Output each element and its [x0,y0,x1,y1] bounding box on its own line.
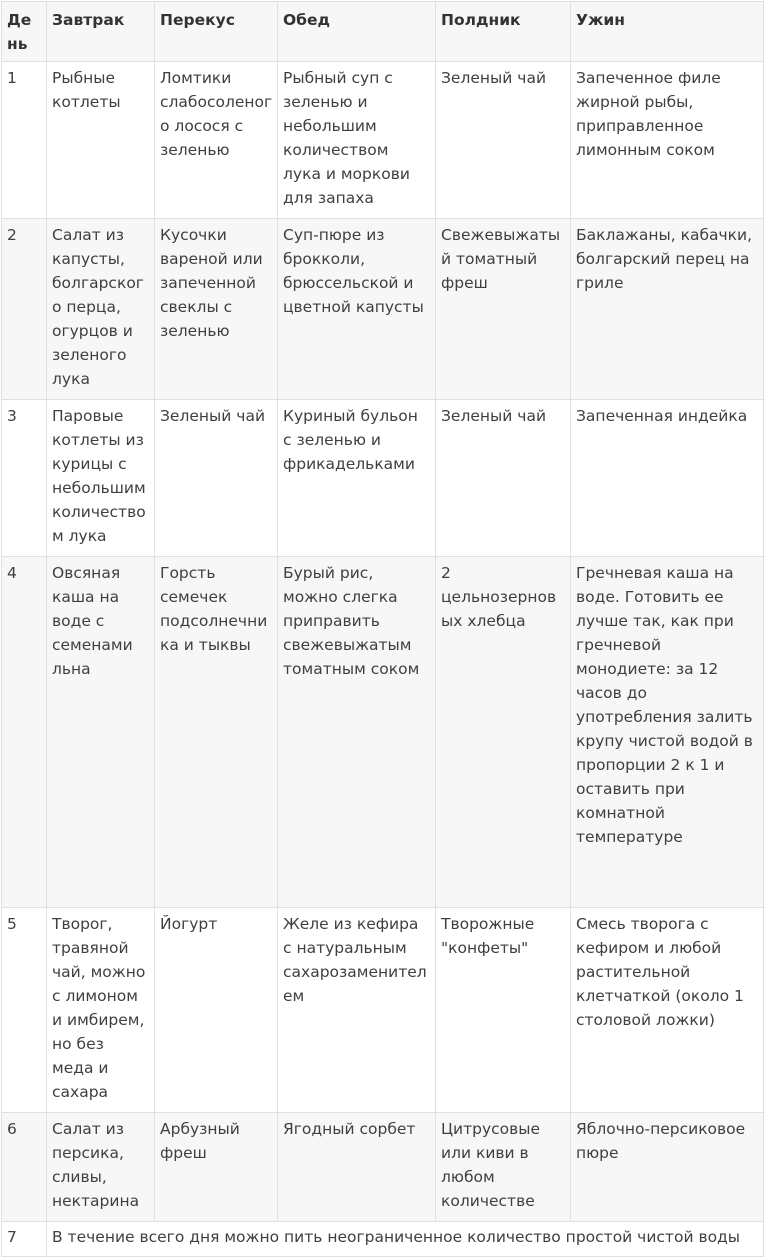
cell-snack: Кусочки вареной или запеченной свеклы с зеленью [155,219,278,400]
cell-day: 4 [2,557,47,908]
diet-menu-table [1,1,764,1257]
header-dinner: Ужин [571,2,764,62]
table-row [2,62,764,219]
cell-day: 1 [2,62,47,219]
cell-afternoon-snack: Зеленый чай [436,62,571,219]
cell-afternoon-snack: 2 цельнозерновых хлебца [436,557,571,908]
header-breakfast: Завтрак [47,2,155,62]
cell-note: В течение всего дня можно пить неограниченное количество простой чистой воды [47,1222,764,1257]
cell-afternoon-snack: Зеленый чай [436,400,571,557]
cell-breakfast: Салат из капусты, болгарского перца, огурцов и зеленого лука [47,219,155,400]
cell-lunch: Желе из кефира с натуральным сахарозаменителем [278,908,436,1113]
cell-dinner: Гречневая каша на воде. Готовить ее лучше так, как при гречневой монодиете: за 12 часов до употребления залить крупу чистой водой в пропорции 2 к 1 и оставить при комнатной температуре [571,557,764,908]
cell-breakfast: Рыбные котлеты [47,62,155,219]
table-row [2,400,764,557]
cell-dinner: Смесь творога с кефиром и любой растительной клетчаткой (около 1 столовой ложки) [571,908,764,1113]
cell-day: 3 [2,400,47,557]
cell-afternoon-snack: Свежевыжатый томатный фреш [436,219,571,400]
cell-dinner: Запеченное филе жирной рыбы, приправленное лимонным соком [571,62,764,219]
cell-snack: Горсть семечек подсолнечника и тыквы [155,557,278,908]
cell-day: 5 [2,908,47,1113]
table-row [2,219,764,400]
table-row [2,557,764,908]
cell-dinner: Яблочно-персиковое пюре [571,1113,764,1222]
header-snack: Перекус [155,2,278,62]
cell-afternoon-snack: Цитрусовые или киви в любом количестве [436,1113,571,1222]
cell-breakfast: Паровые котлеты из курицы с небольшим количеством лука [47,400,155,557]
header-afternoon-snack: Полдник [436,2,571,62]
cell-dinner: Баклажаны, кабачки, болгарский перец на гриле [571,219,764,400]
cell-lunch: Рыбный суп с зеленью и небольшим количеством лука и моркови для запаха [278,62,436,219]
cell-breakfast: Творог, травяной чай, можно с лимоном и имбирем, но без меда и сахара [47,908,155,1113]
cell-day: 6 [2,1113,47,1222]
cell-day: 7 [2,1222,47,1257]
cell-snack: Арбузный фреш [155,1113,278,1222]
cell-lunch: Куриный бульон с зеленью и фрикадельками [278,400,436,557]
cell-lunch: Суп-пюре из брокколи, брюссельской и цветной капусты [278,219,436,400]
table-row [2,908,764,1113]
table-row [2,1222,764,1257]
cell-afternoon-snack: Творожные "конфеты" [436,908,571,1113]
header-day: День [2,2,47,62]
cell-lunch: Ягодный сорбет [278,1113,436,1222]
cell-snack: Йогурт [155,908,278,1113]
table-row [2,1113,764,1222]
cell-snack: Ломтики слабосоленого лосося с зеленью [155,62,278,219]
cell-breakfast: Салат из персика, сливы, нектарина [47,1113,155,1222]
header-lunch: Обед [278,2,436,62]
cell-breakfast: Овсяная каша на воде с семенами льна [47,557,155,908]
cell-snack: Зеленый чай [155,400,278,557]
cell-lunch: Бурый рис, можно слегка приправить свежевыжатым томатным соком [278,557,436,908]
cell-dinner: Запеченная индейка [571,400,764,557]
cell-day: 2 [2,219,47,400]
header-row [2,2,764,62]
